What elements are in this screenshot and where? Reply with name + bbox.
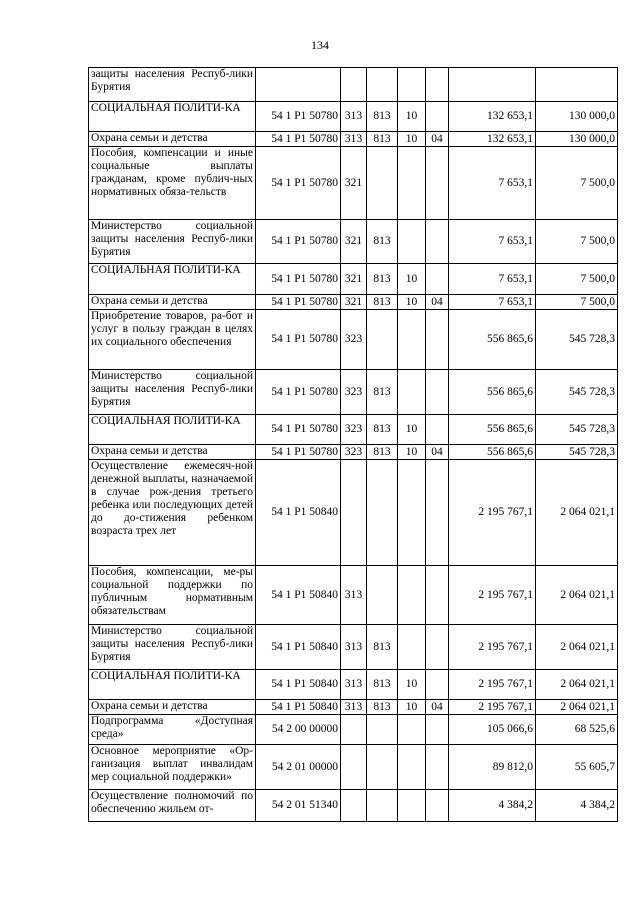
subsection-code bbox=[426, 566, 449, 625]
target-code: 54 1 Р1 50780 bbox=[256, 220, 341, 264]
amount-year-1: 7 653,1 bbox=[449, 147, 536, 220]
amount-year-2: 7 500,0 bbox=[536, 147, 618, 220]
section-code bbox=[398, 370, 426, 415]
subsection-code bbox=[426, 370, 449, 415]
table-row bbox=[89, 310, 618, 370]
amount-year-1: 7 653,1 bbox=[449, 295, 536, 310]
table-row bbox=[89, 68, 618, 102]
ministry-code: 813 bbox=[367, 102, 398, 132]
ministry-code bbox=[367, 790, 398, 822]
row-name: Министерство социальной защиты населения Респуб-лики Бурятия bbox=[89, 370, 256, 415]
section-code: 10 bbox=[398, 445, 426, 460]
ministry-code: 813 bbox=[367, 700, 398, 715]
table-row bbox=[89, 264, 618, 295]
section-code bbox=[398, 715, 426, 745]
ministry-code bbox=[367, 745, 398, 790]
target-code: 54 1 Р1 50840 bbox=[256, 670, 341, 700]
section-code bbox=[398, 745, 426, 790]
amount-year-2: 4 384,2 bbox=[536, 790, 618, 822]
row-name: Приобретение товаров, ра-бот и услуг в пользу граждан в целях их социального обеспечения bbox=[89, 310, 256, 370]
row-name: Подпрограмма «Доступная среда» bbox=[89, 715, 256, 745]
table-row bbox=[89, 745, 618, 790]
row-name: Охрана семьи и детства bbox=[89, 445, 256, 460]
amount-year-2: 68 525,6 bbox=[536, 715, 618, 745]
target-code: 54 2 00 00000 bbox=[256, 715, 341, 745]
row-name: Охрана семьи и детства bbox=[89, 295, 256, 310]
row-name: Осуществление ежемесяч-ной денежной выплаты, назначаемой в случае рож-дения третьего ребенка или последующих детей до до-стижения ребенком возраста трех лет bbox=[89, 460, 256, 566]
amount-year-1: 556 865,6 bbox=[449, 415, 536, 445]
subsection-code bbox=[426, 102, 449, 132]
target-code: 54 1 Р1 50780 bbox=[256, 445, 341, 460]
section-code bbox=[398, 460, 426, 566]
expense-type: 323 bbox=[341, 370, 367, 415]
expense-type: 313 bbox=[341, 132, 367, 147]
target-code: 54 1 Р1 50840 bbox=[256, 566, 341, 625]
subsection-code bbox=[426, 415, 449, 445]
section-code bbox=[398, 790, 426, 822]
ministry-code bbox=[367, 310, 398, 370]
subsection-code: 04 bbox=[426, 295, 449, 310]
table-row bbox=[89, 715, 618, 745]
amount-year-2: 2 064 021,1 bbox=[536, 625, 618, 670]
subsection-code bbox=[426, 147, 449, 220]
target-code: 54 1 Р1 50840 bbox=[256, 700, 341, 715]
amount-year-2: 545 728,3 bbox=[536, 445, 618, 460]
target-code: 54 1 Р1 50780 bbox=[256, 147, 341, 220]
amount-year-1: 2 195 767,1 bbox=[449, 566, 536, 625]
ministry-code: 813 bbox=[367, 132, 398, 147]
section-code: 10 bbox=[398, 700, 426, 715]
expense-type: 313 bbox=[341, 670, 367, 700]
expense-type: 313 bbox=[341, 102, 367, 132]
row-name: Пособия, компенсации, ме-ры социальной поддержки по публичным нормативным обязательствам bbox=[89, 566, 256, 625]
expense-type: 321 bbox=[341, 295, 367, 310]
expense-type: 323 bbox=[341, 310, 367, 370]
row-name: защиты населения Респуб-лики Бурятия bbox=[89, 68, 256, 102]
ministry-code bbox=[367, 715, 398, 745]
ministry-code: 813 bbox=[367, 445, 398, 460]
amount-year-1 bbox=[449, 68, 536, 102]
target-code: 54 1 Р1 50780 bbox=[256, 132, 341, 147]
section-code: 10 bbox=[398, 415, 426, 445]
amount-year-1: 132 653,1 bbox=[449, 132, 536, 147]
section-code bbox=[398, 310, 426, 370]
subsection-code: 04 bbox=[426, 445, 449, 460]
subsection-code bbox=[426, 220, 449, 264]
target-code: 54 1 Р1 50840 bbox=[256, 460, 341, 566]
row-name: Охрана семьи и детства bbox=[89, 132, 256, 147]
amount-year-2: 55 605,7 bbox=[536, 745, 618, 790]
amount-year-2: 130 000,0 bbox=[536, 132, 618, 147]
row-name: Пособия, компенсации и иные социальные выплаты гражданам, кроме публич-ных нормативных обяза-тельств bbox=[89, 147, 256, 220]
subsection-code bbox=[426, 670, 449, 700]
amount-year-1: 556 865,6 bbox=[449, 370, 536, 415]
table-row bbox=[89, 790, 618, 822]
row-name: Министерство социальной защиты населения Респуб-лики Бурятия bbox=[89, 625, 256, 670]
row-name: Охрана семьи и детства bbox=[89, 700, 256, 715]
ministry-code bbox=[367, 460, 398, 566]
table-row bbox=[89, 132, 618, 147]
amount-year-1: 2 195 767,1 bbox=[449, 625, 536, 670]
table-row bbox=[89, 370, 618, 415]
table-row bbox=[89, 220, 618, 264]
row-name: Министерство социальной защиты населения Респуб-лики Бурятия bbox=[89, 220, 256, 264]
target-code: 54 1 Р1 50780 bbox=[256, 102, 341, 132]
row-name: Осуществление полномочий по обеспечению жильем от- bbox=[89, 790, 256, 822]
expense-type: 321 bbox=[341, 264, 367, 295]
amount-year-2: 2 064 021,1 bbox=[536, 460, 618, 566]
expense-type bbox=[341, 790, 367, 822]
expense-type bbox=[341, 68, 367, 102]
table-row bbox=[89, 445, 618, 460]
section-code: 10 bbox=[398, 295, 426, 310]
amount-year-2: 2 064 021,1 bbox=[536, 700, 618, 715]
subsection-code: 04 bbox=[426, 132, 449, 147]
expense-type: 313 bbox=[341, 700, 367, 715]
expense-type: 313 bbox=[341, 566, 367, 625]
row-name: СОЦИАЛЬНАЯ ПОЛИТИ-КА bbox=[89, 670, 256, 700]
expense-type: 321 bbox=[341, 220, 367, 264]
amount-year-2: 2 064 021,1 bbox=[536, 670, 618, 700]
table-row bbox=[89, 415, 618, 445]
section-code: 10 bbox=[398, 670, 426, 700]
target-code: 54 1 Р1 50780 bbox=[256, 310, 341, 370]
amount-year-2: 7 500,0 bbox=[536, 295, 618, 310]
amount-year-1: 89 812,0 bbox=[449, 745, 536, 790]
amount-year-2: 2 064 021,1 bbox=[536, 566, 618, 625]
target-code: 54 1 Р1 50780 bbox=[256, 295, 341, 310]
budget-table bbox=[88, 67, 618, 822]
amount-year-2: 545 728,3 bbox=[536, 310, 618, 370]
ministry-code: 813 bbox=[367, 670, 398, 700]
target-code: 54 2 01 51340 bbox=[256, 790, 341, 822]
target-code: 54 1 Р1 50780 bbox=[256, 264, 341, 295]
amount-year-2: 7 500,0 bbox=[536, 264, 618, 295]
ministry-code: 813 bbox=[367, 625, 398, 670]
target-code bbox=[256, 68, 341, 102]
ministry-code: 813 bbox=[367, 370, 398, 415]
amount-year-1: 132 653,1 bbox=[449, 102, 536, 132]
expense-type: 323 bbox=[341, 415, 367, 445]
amount-year-1: 2 195 767,1 bbox=[449, 460, 536, 566]
section-code: 10 bbox=[398, 102, 426, 132]
amount-year-1: 105 066,6 bbox=[449, 715, 536, 745]
table-row bbox=[89, 295, 618, 310]
subsection-code bbox=[426, 68, 449, 102]
target-code: 54 1 Р1 50780 bbox=[256, 415, 341, 445]
ministry-code bbox=[367, 147, 398, 220]
ministry-code: 813 bbox=[367, 264, 398, 295]
expense-type: 323 bbox=[341, 445, 367, 460]
amount-year-2: 545 728,3 bbox=[536, 415, 618, 445]
ministry-code: 813 bbox=[367, 295, 398, 310]
table-row bbox=[89, 700, 618, 715]
ministry-code: 813 bbox=[367, 220, 398, 264]
target-code: 54 2 01 00000 bbox=[256, 745, 341, 790]
amount-year-1: 556 865,6 bbox=[449, 445, 536, 460]
amount-year-1: 4 384,2 bbox=[449, 790, 536, 822]
amount-year-1: 7 653,1 bbox=[449, 220, 536, 264]
ministry-code: 813 bbox=[367, 415, 398, 445]
row-name: СОЦИАЛЬНАЯ ПОЛИТИ-КА bbox=[89, 264, 256, 295]
page-number: 134 bbox=[311, 38, 329, 52]
section-code bbox=[398, 566, 426, 625]
section-code bbox=[398, 220, 426, 264]
section-code: 10 bbox=[398, 132, 426, 147]
subsection-code bbox=[426, 790, 449, 822]
subsection-code bbox=[426, 310, 449, 370]
table-row bbox=[89, 566, 618, 625]
subsection-code bbox=[426, 264, 449, 295]
section-code bbox=[398, 147, 426, 220]
subsection-code bbox=[426, 745, 449, 790]
subsection-code: 04 bbox=[426, 700, 449, 715]
ministry-code bbox=[367, 68, 398, 102]
section-code bbox=[398, 68, 426, 102]
section-code bbox=[398, 625, 426, 670]
amount-year-1: 2 195 767,1 bbox=[449, 700, 536, 715]
expense-type bbox=[341, 715, 367, 745]
amount-year-2 bbox=[536, 68, 618, 102]
table-row bbox=[89, 670, 618, 700]
ministry-code bbox=[367, 566, 398, 625]
expense-type bbox=[341, 460, 367, 566]
subsection-code bbox=[426, 460, 449, 566]
amount-year-2: 130 000,0 bbox=[536, 102, 618, 132]
row-name: Основное мероприятие «Ор-ганизация выплат инвалидам мер социальной поддержки» bbox=[89, 745, 256, 790]
subsection-code bbox=[426, 625, 449, 670]
table-row bbox=[89, 625, 618, 670]
target-code: 54 1 Р1 50840 bbox=[256, 625, 341, 670]
amount-year-2: 7 500,0 bbox=[536, 220, 618, 264]
table-row bbox=[89, 102, 618, 132]
target-code: 54 1 Р1 50780 bbox=[256, 370, 341, 415]
row-name: СОЦИАЛЬНАЯ ПОЛИТИ-КА bbox=[89, 102, 256, 132]
section-code: 10 bbox=[398, 264, 426, 295]
expense-type: 321 bbox=[341, 147, 367, 220]
expense-type: 313 bbox=[341, 625, 367, 670]
amount-year-1: 556 865,6 bbox=[449, 310, 536, 370]
table-row bbox=[89, 147, 618, 220]
row-name: СОЦИАЛЬНАЯ ПОЛИТИ-КА bbox=[89, 415, 256, 445]
amount-year-1: 2 195 767,1 bbox=[449, 670, 536, 700]
expense-type bbox=[341, 745, 367, 790]
amount-year-1: 7 653,1 bbox=[449, 264, 536, 295]
table-row bbox=[89, 460, 618, 566]
subsection-code bbox=[426, 715, 449, 745]
amount-year-2: 545 728,3 bbox=[536, 370, 618, 415]
